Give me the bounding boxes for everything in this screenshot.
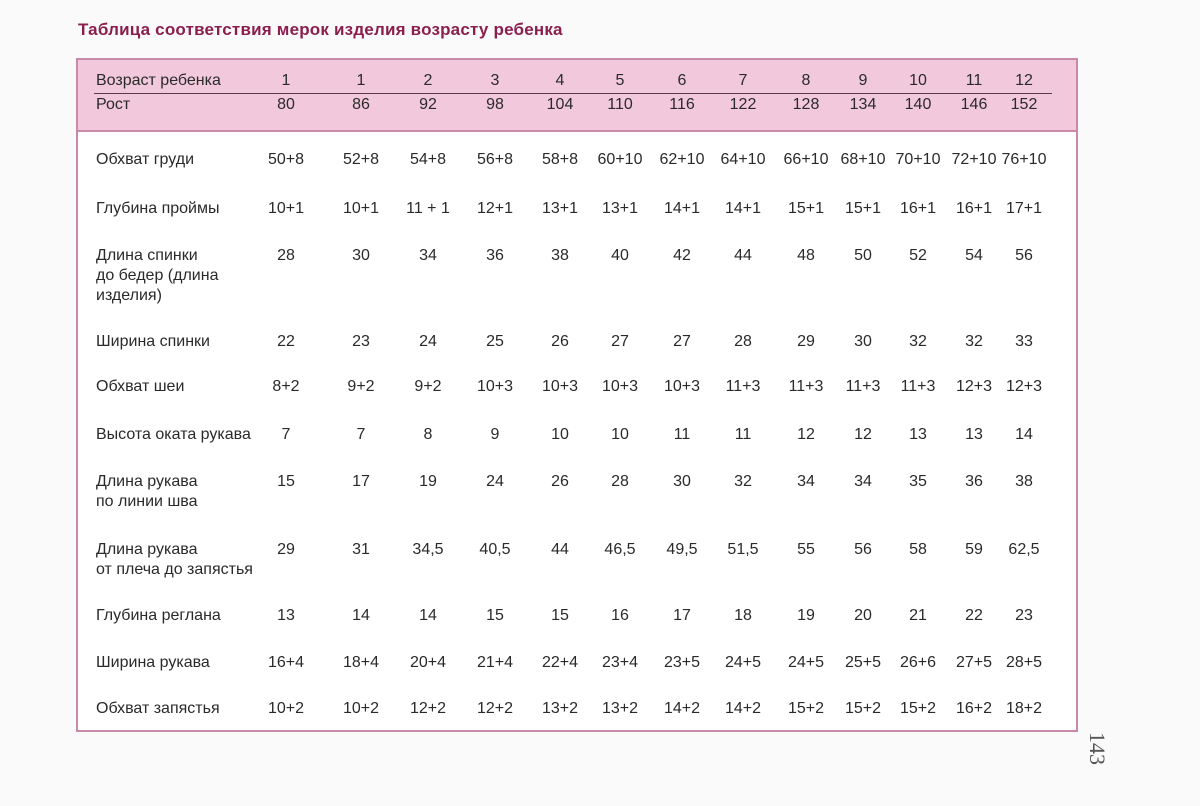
table-cell: 25+5: [844, 654, 882, 671]
table-cell: 33: [1015, 333, 1033, 350]
table-cell: 18+2: [1005, 700, 1043, 717]
table-cell: 26: [551, 473, 569, 490]
table-cell: 7: [281, 426, 291, 443]
age-value: 1: [281, 72, 291, 89]
table-cell: 24+5: [724, 654, 762, 671]
table-cell: 13+1: [601, 200, 639, 217]
row-label: [96, 653, 276, 673]
table-cell: 12+2: [409, 700, 447, 717]
table-cell: 15+1: [787, 200, 825, 217]
table-cell: 23: [1015, 607, 1033, 624]
row-label-line: изделия): [96, 287, 162, 304]
height-value: 116: [669, 96, 695, 113]
table-cell: 15: [486, 607, 504, 624]
height-value: 146: [960, 96, 988, 113]
row-label-line: Длина спинки: [96, 247, 198, 264]
table-cell: 10+3: [601, 378, 639, 395]
table-cell: 20+4: [409, 654, 447, 671]
table-cell: 11+3: [900, 378, 936, 395]
age-value: 4: [555, 72, 565, 89]
table-cell: 15+2: [787, 700, 825, 717]
table-cell: 72+10: [951, 151, 997, 168]
table-cell: 55: [797, 541, 815, 558]
height-value: 80: [277, 96, 295, 113]
row-label: [96, 540, 276, 580]
table-cell: 30: [673, 473, 691, 490]
row-label-line: Длина рукава: [96, 541, 198, 558]
table-cell: 23+4: [601, 654, 639, 671]
table-cell: 22: [965, 607, 983, 624]
table-cell: 36: [965, 473, 983, 490]
row-label: [96, 246, 276, 306]
table-cell: 32: [965, 333, 983, 350]
table-cell: 14: [352, 607, 370, 624]
table-cell: 18+4: [342, 654, 380, 671]
table-cell: 13+2: [541, 700, 579, 717]
height-value: 128: [792, 96, 820, 113]
table-cell: 24: [419, 333, 437, 350]
row-label: [96, 150, 276, 170]
table-cell: 50: [854, 247, 872, 264]
table-cell: 28: [277, 247, 295, 264]
table-cell: 19: [797, 607, 815, 624]
row-label-line: Ширина спинки: [96, 333, 210, 350]
row-label-line: Ширина рукава: [96, 654, 210, 671]
table-cell: 34: [854, 473, 872, 490]
row-label: [96, 606, 276, 626]
table-cell: 26+6: [899, 654, 937, 671]
table-cell: 40,5: [479, 541, 511, 558]
age-value: 2: [423, 72, 433, 89]
row-label-line: по линии шва: [96, 493, 198, 510]
row-label-line: Обхват шеи: [96, 378, 185, 395]
table-cell: 15: [551, 607, 569, 624]
table-cell: 34,5: [412, 541, 444, 558]
height-label: Рост: [96, 96, 131, 113]
table-cell: 52+8: [342, 151, 380, 168]
height-value: 140: [904, 96, 932, 113]
age-value: 1: [356, 72, 366, 89]
table-cell: 10: [611, 426, 629, 443]
table-cell: 44: [734, 247, 752, 264]
table-cell: 27+5: [955, 654, 993, 671]
row-label-line: Глубина проймы: [96, 200, 220, 217]
table-cell: 11+3: [788, 378, 824, 395]
table-cell: 14: [419, 607, 437, 624]
age-value: 12: [1015, 72, 1033, 89]
table-cell: 25: [486, 333, 504, 350]
table-cell: 14+2: [724, 700, 762, 717]
table-cell: 11 + 1: [406, 200, 450, 217]
table-cell: 12+3: [955, 378, 993, 395]
height-value: 152: [1010, 96, 1038, 113]
age-value: 3: [490, 72, 500, 89]
page-number: 143: [1085, 732, 1110, 765]
table-cell: 11+3: [725, 378, 761, 395]
table-cell: 17: [352, 473, 370, 490]
table-cell: 50+8: [267, 151, 305, 168]
table-cell: 15+2: [899, 700, 937, 717]
table-cell: 12: [797, 426, 815, 443]
table-cell: 56: [854, 541, 872, 558]
table-cell: 11: [734, 426, 752, 443]
table-cell: 18: [734, 607, 752, 624]
table-cell: 76+10: [1001, 151, 1047, 168]
age-value: 9: [858, 72, 868, 89]
height-value: 122: [729, 96, 757, 113]
table-cell: 9: [490, 426, 500, 443]
table-cell: 15+2: [844, 700, 882, 717]
table-cell: 27: [673, 333, 691, 350]
table-cell: 34: [797, 473, 815, 490]
age-value: 7: [738, 72, 748, 89]
table-cell: 17: [673, 607, 691, 624]
table-cell: 52: [909, 247, 927, 264]
table-cell: 30: [352, 247, 370, 264]
table-cell: 10+2: [267, 700, 305, 717]
table-cell: 8: [423, 426, 433, 443]
row-label: [96, 199, 276, 219]
table-cell: 10: [551, 426, 569, 443]
table-cell: 24+5: [787, 654, 825, 671]
table-cell: 8+2: [272, 378, 300, 395]
table-cell: 10+3: [476, 378, 514, 395]
table-cell: 15+1: [844, 200, 882, 217]
table-cell: 40: [611, 247, 629, 264]
table-cell: 13+2: [601, 700, 639, 717]
row-label-line: Высота оката рукава: [96, 426, 251, 443]
age-value: 5: [615, 72, 625, 89]
row-label-line: Обхват груди: [96, 151, 195, 168]
table-cell: 51,5: [727, 541, 759, 558]
table-cell: 62,5: [1008, 541, 1040, 558]
table-cell: 23+5: [663, 654, 701, 671]
table-cell: 34: [419, 247, 437, 264]
table-cell: 44: [551, 541, 569, 558]
table-cell: 12+3: [1005, 378, 1043, 395]
row-label-line: Длина рукава: [96, 473, 198, 490]
height-value: 104: [546, 96, 574, 113]
height-value: 86: [352, 96, 370, 113]
age-label: Возраст ребенка: [96, 72, 221, 89]
table-cell: 62+10: [659, 151, 705, 168]
table-cell: 28: [734, 333, 752, 350]
table-cell: 23: [352, 333, 370, 350]
table-cell: 58: [909, 541, 927, 558]
table-cell: 46,5: [604, 541, 636, 558]
table-cell: 48: [797, 247, 815, 264]
age-value: 8: [801, 72, 811, 89]
table-cell: 15: [277, 473, 295, 490]
table-cell: 56: [1015, 247, 1033, 264]
height-value: 98: [486, 96, 504, 113]
table-cell: 29: [277, 541, 295, 558]
table-cell: 36: [486, 247, 504, 264]
height-value: 110: [607, 96, 633, 113]
age-value: 11: [965, 72, 983, 89]
table-cell: 29: [797, 333, 815, 350]
table-cell: 11+3: [845, 378, 881, 395]
page-title: Таблица соответствия мерок изделия возрасту ребенка: [78, 20, 563, 39]
table-cell: 10+1: [267, 200, 305, 217]
table-cell: 28: [611, 473, 629, 490]
table-cell: 10+2: [342, 700, 380, 717]
table-cell: 12: [854, 426, 872, 443]
table-cell: 54+8: [409, 151, 447, 168]
table-cell: 38: [551, 247, 569, 264]
table-cell: 12+1: [476, 200, 514, 217]
row-label: [96, 425, 276, 445]
table-cell: 64+10: [720, 151, 766, 168]
table-cell: 56+8: [476, 151, 514, 168]
table-cell: 16+4: [267, 654, 305, 671]
table-cell: 16: [611, 607, 629, 624]
table-cell: 32: [909, 333, 927, 350]
table-cell: 54: [965, 247, 983, 264]
measurement-table: [76, 58, 1078, 732]
row-label: [96, 332, 276, 352]
table-cell: 14+1: [724, 200, 762, 217]
height-value: 92: [419, 96, 437, 113]
table-cell: 10+3: [663, 378, 701, 395]
table-cell: 9+2: [347, 378, 375, 395]
table-cell: 58+8: [541, 151, 579, 168]
table-cell: 21+4: [476, 654, 514, 671]
table-cell: 19: [419, 473, 437, 490]
row-label-line: до бедер (длина: [96, 267, 219, 284]
table-cell: 21: [909, 607, 927, 624]
table-cell: 17+1: [1005, 200, 1043, 217]
table-cell: 10+1: [342, 200, 380, 217]
table-cell: 16+2: [955, 700, 993, 717]
table-cell: 59: [965, 541, 983, 558]
table-cell: 32: [734, 473, 752, 490]
table-cell: 9+2: [414, 378, 442, 395]
table-cell: 31: [352, 541, 370, 558]
row-label-line: Обхват запястья: [96, 700, 220, 717]
table-cell: 14+2: [663, 700, 701, 717]
table-cell: 11: [673, 426, 691, 443]
table-cell: 27: [611, 333, 629, 350]
table-cell: 70+10: [895, 151, 941, 168]
row-label: [96, 472, 276, 512]
table-cell: 14+1: [663, 200, 701, 217]
age-value: 10: [909, 72, 927, 89]
age-value: 6: [677, 72, 687, 89]
table-cell: 49,5: [666, 541, 698, 558]
table-cell: 26: [551, 333, 569, 350]
table-cell: 38: [1015, 473, 1033, 490]
height-value: 134: [849, 96, 877, 113]
table-cell: 14: [1015, 426, 1033, 443]
table-cell: 20: [854, 607, 872, 624]
row-label: [96, 377, 276, 397]
table-cell: 22: [277, 333, 295, 350]
table-cell: 42: [673, 247, 691, 264]
table-cell: 66+10: [783, 151, 829, 168]
table-cell: 22+4: [541, 654, 579, 671]
table-cell: 24: [486, 473, 504, 490]
table-cell: 30: [854, 333, 872, 350]
table-cell: 16+1: [899, 200, 937, 217]
table-cell: 13: [965, 426, 983, 443]
header-divider: [94, 93, 1052, 94]
table-cell: 60+10: [597, 151, 643, 168]
table-cell: 13: [909, 426, 927, 443]
table-cell: 16+1: [955, 200, 993, 217]
row-label-line: Глубина реглана: [96, 607, 221, 624]
table-cell: 35: [909, 473, 927, 490]
table-cell: 28+5: [1005, 654, 1043, 671]
row-label: [96, 699, 276, 719]
table-cell: 13: [277, 607, 295, 624]
row-label-line: от плеча до запястья: [96, 561, 253, 578]
table-cell: 10+3: [541, 378, 579, 395]
table-cell: 68+10: [840, 151, 886, 168]
table-cell: 12+2: [476, 700, 514, 717]
table-cell: 7: [356, 426, 366, 443]
table-header: [78, 60, 1076, 132]
table-cell: 13+1: [541, 200, 579, 217]
